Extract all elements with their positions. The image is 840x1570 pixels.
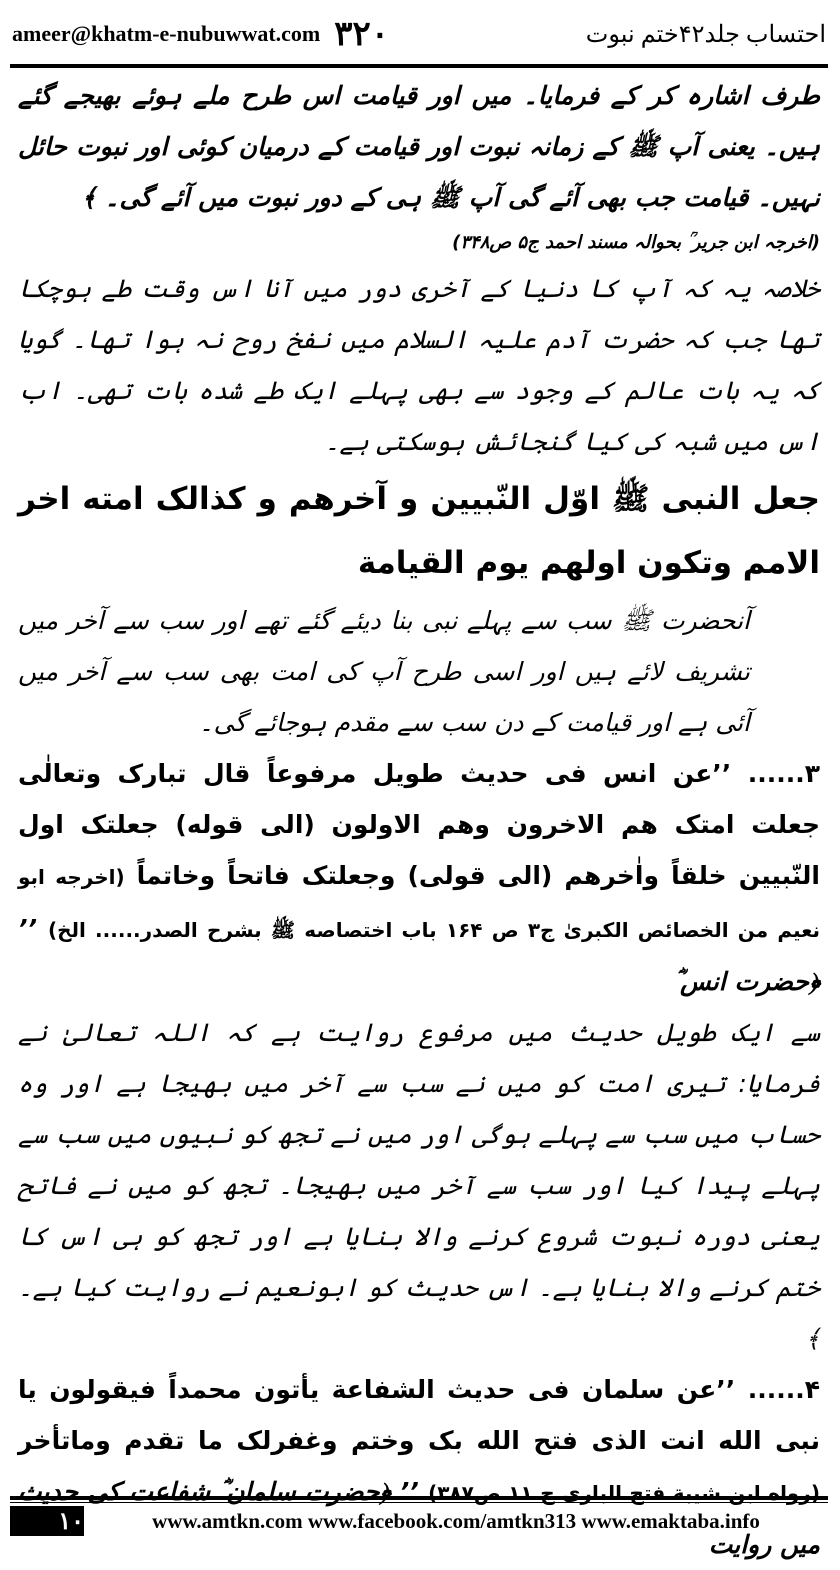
header-rule	[10, 64, 828, 68]
footer-page-number: ۱۰	[10, 1506, 84, 1536]
hadith-3-source: (اخرجه ابو نعیم من الخصائص الکبریٰ ج۳ ص ۱۶۴ باب اختصاصه ﷺ بشرح الصدر...... الخ)	[18, 865, 820, 942]
paragraph-3: آنحضرت ﷺ سب سے پہلے نبی بنا دیئے گئے تھے اور سب سے آخر میں تشریف لائے ہیں اور اسی طرح آپ کی امت بھی سب سے آخر میں آئی ہے اور قیامت کے دن سب سے مقدم ہوجائے گی۔	[18, 606, 750, 737]
citation-1: (اخرجہ ابن جریر ؒ بحوالہ مسند احمد ج۵ ص۳۴۸)	[452, 232, 820, 253]
header-left	[12, 14, 389, 54]
hadith-4-number: ۴......	[747, 1375, 820, 1404]
hadith-3-number: ۳......	[747, 759, 820, 788]
hadith-3-closing: ’’ ﴿حضرت انس ؓ	[18, 914, 820, 996]
header-running-title: احتساب جلد۴۲ختم نبوت	[585, 21, 826, 48]
hadith-4-closing: ’’ ﴿حضرت سلمان ؓ شفاعت کی حدیث میں روایت	[18, 1477, 820, 1559]
hadith-4-source: (رواه ابن شیبة فتح الباری ج ۱۱ ص۳۸۷)	[428, 1481, 821, 1505]
section-heading: جعل النبی ﷺ اوّل النّبیین و آخرهم و کذالک امته اخر الامم وتکون اولهم یوم القیامة	[18, 481, 820, 581]
paragraph-1: طرف اشارہ کر کے فرمایا۔ میں اور قیامت اس طرح ملے ہوئے بھیجے گئے ہیں۔ یعنی آپ ﷺ کے زمانہ نبوت اور قیامت کے درمیان کوئی اور نبوت حائل نہیں۔ قیامت جب بھی آئے گی آپ ﷺ ہی کے دور نبوت میں آئے گی۔ ﴾	[18, 81, 820, 212]
header-page-number: ۳۲۰	[334, 16, 390, 53]
paragraph-2: خلاصہ یہ کہ آپ کا دنیا کے آخری دور میں آنا اس وقت طے ہوچکا تھا جب کہ حضرت آدم علیہ السلام میں نفخ روح نہ ہوا تھا۔ گویا کہ یہ بات عالم کے وجود سے بھی پہلے ایک طے شدہ بات تھی۔ اب اس میں شبہ کی کیا گنجائش ہوسکتی ہے۔	[18, 274, 820, 456]
page-footer	[10, 1506, 828, 1536]
hadith-3-translation: سے ایک طویل حدیث میں مرفوع روایت ہے کہ اللہ تعالیٰ نے فرمایا: تیری امت کو میں نے سب سے آخر میں بھیجا ہے اور وہ حساب میں سب سے پہلے ہوگی اور میں نے تجھ کو نبیوں میں سب سے پہلے پیدا کیا اور سب سے آخر میں بھیجا۔ تجھ کو میں نے فاتح یعنی دورہ نبوت شروع کرنے والا بنایا ہے اور تجھ کو ہی اس کا ختم کرنے والا بنایا ہے۔ اس حدیث کو ابونعیم نے روایت کیا ہے۔ ﴾	[18, 1018, 820, 1353]
header-email: ameer@khatm-e-nubuwwat.com	[12, 21, 321, 46]
hadith-3	[18, 748, 820, 1007]
page-header	[12, 6, 826, 62]
footer-rule	[10, 1496, 828, 1500]
hadith-3-arabic: ’’عن انس فی حدیث طویل مرفوعاً قال تبارک وتعالٰی جعلت امتک هم الاخرون وهم الاولون (الی قوله) جعلتک اول النّبیین خلقاً واٰخرهم (الی قولی) وجعلتک فاتحاً وخاتماً	[18, 759, 820, 890]
footer-urls[interactable]: www.amtkn.com www.facebook.com/amtkn313 www.emaktaba.info	[152, 1508, 760, 1533]
hadith-4	[18, 1364, 820, 1570]
hadith-4-arabic: ’’عن سلمان فی حدیث الشفاعة یأتون محمداً فیقولون یا نبی الله انت الذی فتح الله بک وختم وغفرلک ما تقدم وماتأخر	[18, 1375, 820, 1455]
footer-rule-thin	[10, 1502, 828, 1503]
